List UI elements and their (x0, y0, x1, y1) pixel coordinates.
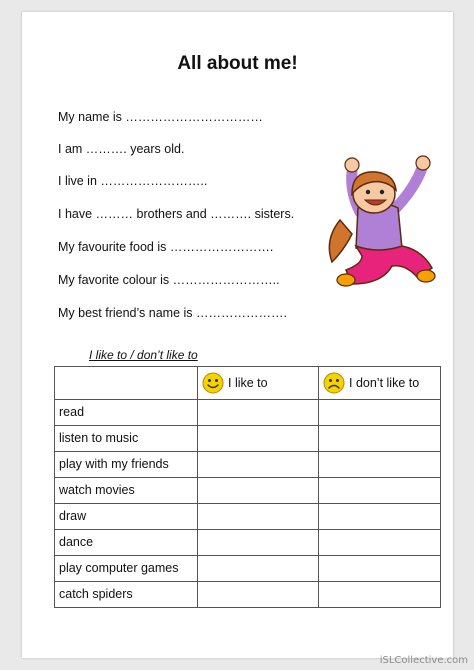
line-name: My name is …………………………… (58, 110, 263, 124)
table-row (55, 504, 441, 530)
table-header-row (55, 367, 441, 400)
activity-cell: play with my friends (55, 452, 198, 478)
table-row (55, 556, 441, 582)
header-like-cell (198, 367, 319, 400)
activity-cell: dance (55, 530, 198, 556)
like-check-cell[interactable] (198, 530, 319, 556)
table-row (55, 426, 441, 452)
like-check-cell[interactable] (198, 400, 319, 426)
line-best-friend: My best friend’s name is …………………. (58, 306, 287, 320)
dislike-check-cell[interactable] (319, 530, 441, 556)
header-dislike-cell (319, 367, 441, 400)
activity-cell: catch spiders (55, 582, 198, 608)
activity-cell: listen to music (55, 426, 198, 452)
activity-cell: play computer games (55, 556, 198, 582)
activity-cell: watch movies (55, 478, 198, 504)
table-caption: I like to / don’t like to (89, 348, 198, 362)
header-activity-cell (55, 367, 198, 400)
line-colour: My favorite colour is …………………….. (58, 273, 280, 287)
happy-face-icon (202, 372, 224, 394)
activity-cell: read (55, 400, 198, 426)
like-check-cell[interactable] (198, 478, 319, 504)
table-row (55, 582, 441, 608)
table-row (55, 452, 441, 478)
like-check-cell[interactable] (198, 452, 319, 478)
like-check-cell[interactable] (198, 426, 319, 452)
like-check-cell[interactable] (198, 582, 319, 608)
dislike-check-cell[interactable] (319, 582, 441, 608)
dislike-check-cell[interactable] (319, 426, 441, 452)
dislike-check-cell[interactable] (319, 400, 441, 426)
dislike-check-cell[interactable] (319, 504, 441, 530)
worksheet-title: All about me! (177, 53, 298, 74)
table-row (55, 400, 441, 426)
like-check-cell[interactable] (198, 504, 319, 530)
jumping-girl-illustration (322, 150, 442, 300)
line-live: I live in …………………….. (58, 174, 208, 188)
line-siblings: I have ……… brothers and ………. sisters. (58, 207, 295, 221)
dislike-check-cell[interactable] (319, 452, 441, 478)
table-row (55, 478, 441, 504)
likes-table (54, 366, 441, 608)
watermark: iSLCollective.com (379, 655, 468, 666)
like-check-cell[interactable] (198, 556, 319, 582)
dislike-check-cell[interactable] (319, 556, 441, 582)
line-food: My favourite food is ……………………. (58, 240, 274, 254)
header-like-label: I like to (228, 376, 268, 390)
line-age: I am ………. years old. (58, 142, 185, 156)
unhappy-face-icon (323, 372, 345, 394)
table-row (55, 530, 441, 556)
worksheet-page (22, 12, 453, 658)
dislike-check-cell[interactable] (319, 478, 441, 504)
header-dislike-label: I don’t like to (349, 376, 420, 390)
activity-cell: draw (55, 504, 198, 530)
